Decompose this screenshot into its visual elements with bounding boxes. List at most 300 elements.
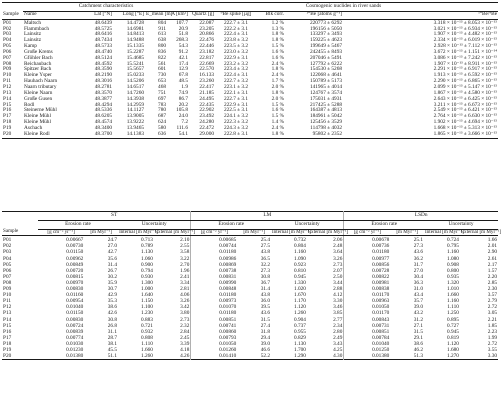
table-cell: 48.4592 [94, 60, 112, 67]
table-cell: 51.1 [107, 353, 118, 360]
table-cell: 2.70 [180, 261, 190, 268]
table-cell: 111.6 [176, 124, 188, 131]
table-cell: 2.72 [487, 304, 497, 311]
table-cell: 561 [158, 60, 166, 67]
table-cell: 0.00728 [344, 268, 390, 274]
table-cell: 52.2 [260, 353, 271, 360]
table-cell: 1.270 [447, 353, 459, 360]
table-cell: 0.00720 [66, 267, 84, 274]
table-cell: 43.8 [260, 292, 271, 299]
table-cell: 613 [158, 31, 166, 38]
table-cell: 224.3 ± 3.2 [223, 124, 249, 131]
table-cell: 0.819 [447, 334, 459, 341]
table-cell: 16.133 [199, 72, 214, 79]
table-cell: 13.9005 [126, 113, 144, 120]
table-cell: 1.8 % [271, 66, 284, 73]
table-cell: 0.00815 [66, 273, 84, 280]
table-cell: 222.3 ± 3.2 [223, 119, 249, 126]
table-cell: 107.7 [176, 19, 188, 26]
table-cell: 222.7 ± 3.1 [223, 95, 249, 102]
table-cell: 242455 ± 8493 [309, 48, 342, 55]
table-cell: 14.7260 [126, 89, 144, 96]
table-cell: 1.290 [294, 353, 306, 360]
table-cell: 4.25 [333, 346, 343, 353]
table-cell: 25.1 [413, 237, 424, 244]
table-cell: 800 [158, 43, 166, 50]
table-cell: 0.00678 [344, 236, 390, 244]
table-cell: 3.05 [487, 310, 497, 317]
table-cell: 29.4 [260, 334, 271, 341]
table-cell: 0.01230 [66, 346, 84, 353]
table-cell: 22.817 [199, 54, 214, 61]
table-cell: 2.79 [487, 298, 497, 305]
table-cell: P01 [3, 237, 12, 244]
table-cell: 730 [158, 72, 166, 79]
table-cell: 27.5 [260, 243, 271, 250]
table-cell: 2.73 [333, 261, 343, 268]
table-cell: P10 [3, 292, 12, 299]
table-cell: 3.58 [180, 249, 190, 256]
table-cell: 1.8 % [271, 31, 284, 38]
table-cell: 28.7 [107, 334, 118, 341]
table-cell: 0.01050 [191, 341, 237, 347]
table-cell: 48.5 [178, 78, 188, 85]
table-cell: 31.1 [107, 328, 118, 335]
table-cell: 1.110 [447, 304, 459, 311]
table-cell: 36.0 [260, 298, 271, 305]
table-cell: Aschach [24, 124, 43, 131]
table-cell: 48.5336 [94, 107, 112, 114]
table-cell: 31.4 [107, 261, 118, 268]
table-cell: 30.2 [107, 273, 118, 280]
table-cell: 1.3 % [271, 25, 284, 32]
table-cell: Kleine Rodl [24, 130, 50, 137]
table-cell: 27.3 [260, 267, 271, 274]
table-cell: 0.810 [294, 267, 306, 274]
table-cell: P12 [3, 304, 12, 311]
table-cell: P19 [3, 124, 12, 131]
table-cell: 0.00851 [344, 329, 390, 335]
column-header: Lat [°N] [81, 11, 113, 19]
table-cell: 27.1 [413, 322, 424, 329]
table-cell: P10 [3, 72, 12, 79]
internal-header: Internal [m Myr⁻¹] [272, 228, 311, 235]
table-cell: 3.021 × 10⁻¹³ ± 6.934 × 10⁻¹⁵ [433, 25, 498, 32]
table-cell: 0.01180 [191, 249, 237, 255]
table-cell: 199649 ± 5467 [309, 43, 342, 50]
table-cell: 2.06 [333, 237, 343, 244]
table-cell: 14.1383 [126, 130, 144, 137]
table-cell: 0.00730 [66, 243, 84, 250]
table-cell: 0.724 [447, 237, 459, 244]
table-cell: 48.4740 [94, 48, 112, 55]
table-cell: 95802 ± 2352 [312, 130, 342, 137]
table-cell: 31.5 [260, 316, 271, 323]
table-cell: 2.55 [180, 243, 190, 250]
table-cell: 2.45 [180, 334, 190, 341]
table-cell: 1.57 [487, 267, 497, 274]
table-cell: 222.2 ± 3.1 [223, 25, 249, 32]
table-cell: 1.000 [141, 286, 153, 293]
table-cell: 48.3877 [94, 95, 112, 102]
table-cell: 159225 ± 4623 [309, 37, 342, 44]
table-cell: 0.800 [447, 267, 459, 274]
table-cell: 1.670 [294, 292, 306, 299]
table-cell: P20 [3, 130, 12, 137]
table-cell: 3.42 [180, 304, 190, 311]
table-cell: 14.4728 [126, 19, 144, 26]
unit-header: [m Myr⁻¹] [390, 229, 424, 236]
table-cell: 0.01180 [191, 292, 237, 298]
table-cell: 15.2287 [126, 48, 144, 55]
table-cell: 15.4685 [126, 54, 144, 61]
table-cell: 2.34 [333, 322, 343, 329]
table-cell: 154530 ± 5268 [309, 66, 342, 73]
table-cell: P07 [3, 54, 12, 61]
table-cell: 222.9 ± 3.1 [223, 54, 249, 61]
table-cell: P12 [3, 83, 12, 90]
table-cell: 124767 ± 3574 [309, 89, 342, 96]
table-cell: 1.230 [141, 310, 153, 317]
table-cell: 24.280 [199, 119, 214, 126]
table-cell: 1.865 × 10⁻¹³ ± 3.666 × 10⁻¹⁵ [433, 130, 498, 137]
table-cell: P19 [3, 346, 12, 353]
table-cell: 3.30 [487, 353, 497, 360]
table-cell: 2.291 × 10⁻¹³ ± 6.917 × 10⁻¹⁵ [433, 66, 498, 73]
table-cell: 0.00973 [191, 298, 237, 304]
table-cell: 0.01170 [344, 292, 390, 298]
table-cell: 822 [158, 54, 166, 61]
table-cell: 86.7 [178, 95, 188, 102]
table-cell: 48.6205 [94, 113, 112, 120]
table-cell: 27.3 [413, 243, 424, 250]
lsdn-uncertainty-header: Uncertainty [424, 220, 498, 229]
table-cell: 0.904 [294, 316, 306, 323]
table-cell: 2.928 × 10⁻¹³ ± 7.112 × 10⁻¹⁵ [433, 43, 498, 50]
table-cell: 783 [158, 101, 166, 108]
table-cell: 1.8 % [271, 130, 284, 137]
table-cell: 48.3590 [94, 66, 112, 73]
table-cell: 1.100 [141, 304, 153, 311]
table-cell: 836 [158, 48, 166, 55]
table-cell: 0.00860 [191, 329, 237, 335]
table-cell: 1.660 [141, 346, 153, 353]
table-cell: 20.9 [178, 25, 188, 32]
table-cell: 42.7 [107, 249, 118, 256]
table-cell: 0.01030 [66, 340, 84, 347]
table-cell: 31.8 [260, 328, 271, 335]
table-cell: 38.6 [107, 304, 118, 311]
table-cell: 0.737 [294, 322, 306, 329]
table-cell: P09 [3, 286, 12, 293]
table-cell: 1.5 % [271, 101, 284, 108]
table-cell: 0.00831 [191, 274, 237, 280]
table-cell: 2.48 [333, 243, 343, 250]
table-cell: 0.727 [447, 322, 459, 329]
table-row [2, 236, 498, 244]
table-cell: Reichaubach [24, 60, 52, 67]
table-cell: 1.913 × 10⁻¹³ ± 6.592 × 10⁻¹⁵ [433, 72, 498, 79]
table-cell: 48.3400 [94, 124, 112, 131]
table-cell: P16 [3, 328, 12, 335]
table-cell: 0.01150 [66, 249, 84, 256]
table-cell: 223.8 ± 3.2 [223, 37, 249, 44]
table1-column-header-row [2, 11, 498, 19]
table-cell: 48.3570 [94, 89, 112, 96]
table-cell: 3.57 [487, 292, 497, 299]
table-cell: 2.4 % [271, 60, 284, 67]
table-cell: 1.170 [294, 298, 306, 305]
table-cell: 45.5 [107, 346, 118, 353]
column-header: A [km²] [167, 11, 189, 19]
table-cell: 22.570 [199, 66, 214, 73]
table-cell: P02 [3, 25, 12, 32]
table-cell: 0.01150 [66, 310, 84, 317]
table-cell: 2.50 [333, 273, 343, 280]
table-cell: Maltsch [24, 19, 42, 26]
table-cell: 1.320 [447, 279, 459, 286]
table-cell: 0.00667 [66, 237, 84, 244]
table-cell: 2.01 [487, 243, 497, 250]
table-cell: 14.1127 [126, 107, 144, 114]
table-cell: 42.6 [107, 310, 118, 317]
table-cell: 25.4 [260, 237, 271, 244]
table-cell: 1.060 [141, 255, 153, 262]
table-cell: Kleine Ysper [24, 72, 52, 79]
table-cell: 2.549 × 10⁻¹³ ± 6.421 × 10⁻¹⁵ [433, 107, 498, 114]
table-cell: 2.23 [487, 328, 497, 335]
sample-column-header: Sample [2, 229, 38, 236]
table-cell: P16 [3, 107, 12, 114]
table-cell: 114798 ± 4032 [310, 124, 342, 131]
table-cell: 0.01410 [191, 353, 237, 360]
table-cell: 638 [158, 37, 166, 44]
table-cell: 13.9465 [126, 124, 144, 131]
table-cell: 207046 ± 5491 [309, 54, 342, 61]
table-cell: 0.01160 [66, 292, 84, 299]
table-cell: 48.2781 [94, 83, 112, 90]
table-cell: 2.30 [487, 286, 497, 293]
table-cell: 0.804 [294, 243, 306, 250]
table-cell: 0.00848 [191, 286, 237, 292]
erosion-rate-table [2, 211, 501, 360]
table-cell: 0.00954 [66, 298, 84, 305]
table-cell: 0.00977 [344, 256, 390, 262]
table-cell: P17 [3, 334, 12, 341]
table-cell: 48.3700 [94, 130, 112, 137]
table-cell: 1.66 [487, 237, 497, 244]
table-cell: 184961 ± 5042 [309, 113, 342, 120]
column-header: Long [°E] [113, 11, 145, 19]
st-erosion-rate-header: Erosion rate [38, 220, 118, 229]
table-cell: 39.0 [413, 304, 424, 311]
table-cell: 2.0 % [271, 83, 284, 90]
table-cell: 51.8 [178, 31, 188, 38]
table-cell: 2.4 % [271, 72, 284, 79]
table-cell: 7.2 [181, 119, 188, 126]
table-cell: P05 [3, 261, 12, 268]
table-cell: 0.794 [141, 267, 153, 274]
table-cell: 0.00981 [344, 280, 390, 286]
table-cell: 804 [158, 19, 166, 26]
table-cell: P15 [3, 101, 12, 108]
table-cell: 223.1 ± 3.2 [223, 83, 249, 90]
table-cell: 51.3 [413, 353, 424, 360]
table-cell: 223.2 ± 3.2 [223, 60, 249, 67]
table-cell: 22.435 [199, 101, 214, 108]
table-cell: 48.5733 [94, 43, 112, 50]
table-cell: 1.010 [447, 286, 459, 293]
table-cell: 48.7434 [94, 37, 112, 44]
table-cell: P11 [3, 78, 12, 85]
table-cell: Flammbach [24, 25, 50, 32]
table-cell: 0.00851 [191, 317, 237, 323]
table-cell: 30.7 [107, 286, 118, 293]
table-cell: 36.2 [413, 255, 424, 262]
table-cell: 0.945 [447, 328, 459, 335]
table-cell: 0.00724 [66, 322, 84, 329]
table-cell: 3.44 [333, 279, 343, 286]
table-row [2, 19, 498, 26]
table-cell: P15 [3, 322, 12, 329]
table-cell: 2.290 × 10⁻¹³ ± 6.865 × 10⁻¹⁵ [433, 78, 498, 85]
table-cell: 0.795 [447, 243, 459, 250]
table-cell: 43.4 [413, 292, 424, 299]
table-cell: 601 [158, 66, 166, 73]
table-cell: 3.086 × 10⁻¹³ ± 7.242 × 10⁻¹⁵ [433, 54, 498, 61]
table-cell: Steinerne Mühl [24, 107, 57, 114]
table-cell: 48.5725 [94, 25, 112, 32]
table-cell: 0.945 [294, 273, 306, 280]
unit-header: [g cm⁻² yr⁻¹] [191, 229, 237, 236]
table-cell: 0.00869 [191, 262, 237, 268]
table-cell: 74.9 [178, 89, 188, 96]
table-cell: 580 [158, 124, 166, 131]
table-cell: 2.85 [487, 279, 497, 286]
table1-body [2, 19, 498, 138]
table-cell: 0.808 [141, 334, 153, 341]
column-header: Name [23, 11, 81, 19]
table-cell: 1.640 [141, 292, 153, 299]
table-cell: 223.5 ± 3.2 [223, 43, 249, 50]
table-cell: 14.6517 [126, 83, 144, 90]
table-cell: 13.9222 [126, 119, 144, 126]
table-cell: 0.00830 [66, 286, 84, 293]
table-cell: 3.55 [487, 346, 497, 353]
column-header: E_mean [m] [145, 11, 167, 19]
table-cell: 2.764 × 10⁻¹³ ± 6.630 × 10⁻¹⁵ [433, 113, 498, 120]
table-cell: P17 [3, 113, 12, 120]
table-cell: 0.01050 [344, 304, 390, 310]
table-cell: 1.150 [141, 298, 153, 305]
table-cell: Spitzer Bach [24, 66, 52, 73]
table-cell: 15.5241 [126, 60, 144, 67]
table-cell: 2.61 [487, 255, 497, 262]
table-cell: 0.00793 [191, 335, 237, 341]
table-cell: 636 [158, 130, 166, 137]
table-cell: 3.26 [333, 255, 343, 262]
table-cell: 653 [158, 78, 166, 85]
table-cell: 0.00741 [191, 323, 237, 329]
table-cell: 48.4574 [94, 119, 112, 126]
table-cell: 48.2190 [94, 72, 112, 79]
table-cell: 1.260 [294, 310, 306, 317]
table-cell: P13 [3, 310, 12, 317]
lm-uncertainty-header: Uncertainty [271, 220, 344, 229]
table-cell: 1.680 [447, 346, 459, 353]
table-cell: 2.81 [180, 286, 190, 293]
table-cell: 1.85 [487, 322, 497, 329]
table-cell: 1.907 × 10⁻¹³ ± 4.482 × 10⁻¹⁵ [433, 31, 498, 38]
table-cell: 2.07 [333, 267, 343, 274]
table-cell: 2.4 % [271, 124, 284, 131]
group-st-header: ST [38, 212, 191, 221]
table-cell: 1.120 [294, 304, 306, 311]
table-cell: 1.090 [294, 255, 306, 262]
table-cell: 27.0 [107, 243, 118, 250]
table-cell: 0.00685 [191, 236, 237, 244]
table-cell: Kleine Naarn [24, 89, 53, 96]
table-cell: 29.000 [199, 130, 214, 137]
table-cell: 2.099 × 10⁻¹³ ± 5.147 × 10⁻¹⁵ [433, 83, 498, 90]
table-cell: 1.6 % [271, 48, 284, 55]
table-cell: P11 [3, 298, 12, 305]
table-cell: 31.7 [413, 261, 424, 268]
table-cell: 0.01380 [344, 353, 390, 360]
table-cell: P06 [3, 48, 12, 55]
table-cell: 468 [158, 83, 166, 90]
table-cell: 23.205 [199, 25, 214, 32]
table-cell: 751 [158, 89, 166, 96]
table-cell: 0.00774 [66, 334, 84, 341]
table-cell: 1.5 % [271, 43, 284, 50]
table-cell: 0.01180 [344, 249, 390, 255]
table-cell: 150789 ± 5173 [309, 78, 342, 85]
table-cell: 43.6 [260, 310, 271, 317]
table-cell: 24.7 [107, 237, 118, 244]
external-header: External [m Myr⁻¹] [154, 228, 196, 235]
external-header: External [m Myr⁻¹] [307, 228, 349, 235]
table-cell: 2.0 % [271, 95, 284, 102]
table-cell: 222.7 ± 3.1 [223, 19, 249, 26]
table-cell: 4.12 [333, 292, 343, 299]
table-cell: 1.907 × 10⁻¹³ ± 8.911 × 10⁻¹⁵ [433, 60, 498, 67]
table-cell: 3.30 [333, 298, 343, 305]
table-cell: 1.300 [141, 279, 153, 286]
table-cell: 223.0 ± 3.2 [223, 48, 249, 55]
internal-header: Internal [m Myr⁻¹] [119, 228, 158, 235]
table-cell: 217425 ± 5288 [309, 101, 342, 108]
table-cell: 22.087 [199, 19, 214, 26]
table-cell: 2.10 [180, 237, 190, 244]
table-cell: 3.46 [333, 304, 343, 311]
table-cell: P08 [3, 279, 12, 286]
table-cell: 22.669 [199, 60, 214, 67]
table-row [2, 353, 498, 360]
table-cell: 1.5 % [271, 113, 284, 120]
table-cell: 1.867 × 10⁻¹³ ± 4.580 × 10⁻¹⁵ [433, 89, 498, 96]
table-cell: 2.77 [333, 316, 343, 323]
table-cell: Lainsitz [24, 37, 42, 44]
table-cell: 0.732 [294, 237, 306, 244]
table-cell: 54.1 [178, 130, 188, 137]
table-cell: 38.6 [413, 340, 424, 347]
table-cell: 0.00962 [66, 255, 84, 262]
table-cell: 0.789 [141, 243, 153, 250]
table-cell: 22.417 [199, 83, 214, 90]
table-cell: 2.80 [333, 328, 343, 335]
table-cell: 3.34 [180, 279, 190, 286]
